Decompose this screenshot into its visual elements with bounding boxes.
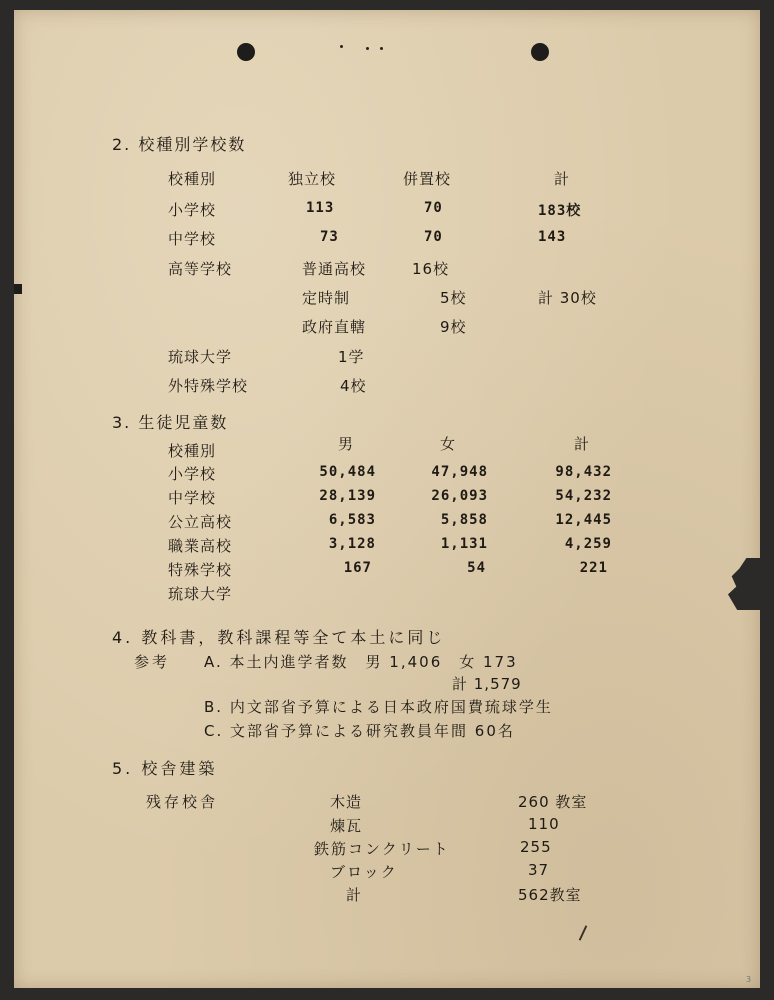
sec4-item-c: C. 文部省予算による研究教員年間 60名 xyxy=(204,722,515,740)
sec3-cell: 4,259 xyxy=(564,536,612,552)
sec5-label: 残存校舎 xyxy=(146,793,219,811)
sec2-cell: 4校 xyxy=(340,377,367,395)
ink-dot xyxy=(340,45,343,48)
sec3-cell: 221 xyxy=(579,560,608,576)
sec2-cell: 70 xyxy=(424,200,443,216)
sec2-row-label: 小学校 xyxy=(168,201,217,219)
sec5-total-value: 562教室 xyxy=(518,886,582,904)
sec5-row-label: ブロック xyxy=(330,863,398,881)
section4-title: 4. 教科書，教科課程等全て本土に同じ xyxy=(112,628,446,647)
sec3-header-female: 女 xyxy=(440,435,457,453)
sec2-cell: 73 xyxy=(320,229,339,245)
sec2-row-label: 外特殊学校 xyxy=(168,377,249,395)
sec2-header-type: 校種別 xyxy=(168,170,217,188)
sec2-sub-label: 普通高校 xyxy=(302,260,367,278)
sec3-cell: 1,131 xyxy=(440,536,488,552)
section3-title: 3. 生徒児童数 xyxy=(112,413,229,432)
ink-dot xyxy=(366,47,369,50)
sec5-row-label: 鉄筋コンクリート xyxy=(314,840,450,858)
sec5-row-value: 37 xyxy=(528,861,550,879)
sec4-item-a: A. 本土内進学者数 男 1,406 女 173 xyxy=(204,653,518,671)
punch-hole-left xyxy=(237,43,255,61)
sec5-row-label: 煉瓦 xyxy=(330,817,363,835)
edge-notch xyxy=(14,284,22,294)
sec2-header-total: 計 xyxy=(554,170,571,188)
sec3-cell: 47,948 xyxy=(431,464,488,480)
sec2-cell: 70 xyxy=(424,229,443,245)
sec2-header-independent: 独立校 xyxy=(288,170,337,188)
ink-dot xyxy=(380,47,383,50)
sec5-row-value: 255 xyxy=(520,838,552,856)
sec3-cell: 98,432 xyxy=(555,464,612,480)
sec2-sub-value: 9校 xyxy=(440,318,467,336)
sec3-cell: 3,128 xyxy=(328,536,376,552)
sec2-header-combined: 併置校 xyxy=(403,170,452,188)
sec3-row-label: 特殊学校 xyxy=(168,561,233,579)
sec3-cell: 26,093 xyxy=(431,488,488,504)
section2-title: 2. 校種別学校数 xyxy=(112,135,247,154)
sec3-cell: 12,445 xyxy=(555,512,612,528)
sec3-header-total: 計 xyxy=(574,435,591,453)
sec2-sub-value: 16校 xyxy=(412,260,450,278)
sec3-row-label: 琉球大学 xyxy=(168,585,233,603)
punch-hole-right xyxy=(531,43,549,61)
sec3-row-label: 職業高校 xyxy=(168,537,233,555)
sec3-cell: 50,484 xyxy=(319,464,376,480)
sec3-cell: 54 xyxy=(467,560,486,576)
section5-title: 5. 校舎建築 xyxy=(112,759,218,778)
page-number: 3 xyxy=(746,975,752,984)
sec5-row-value: 260 教室 xyxy=(518,793,588,811)
sec2-sub-label: 定時制 xyxy=(302,289,351,307)
sec2-row-label: 中学校 xyxy=(168,230,217,248)
sec3-cell: 167 xyxy=(343,560,372,576)
sec3-cell: 5,858 xyxy=(440,512,488,528)
sec2-row-label: 高等学校 xyxy=(168,260,233,278)
sec2-row-label: 琉球大学 xyxy=(168,348,233,366)
sec4-item-a-total: 計 1,579 xyxy=(452,675,522,693)
sec4-sanko-label: 参考 xyxy=(134,653,171,671)
sec3-cell: 54,232 xyxy=(555,488,612,504)
sec5-total-label: 計 xyxy=(346,886,363,904)
sec3-cell: 28,139 xyxy=(319,488,376,504)
sec5-row-value: 110 xyxy=(528,815,560,833)
sec3-header-type: 校種別 xyxy=(168,442,217,460)
sec5-row-label: 木造 xyxy=(330,793,363,811)
sec3-row-label: 中学校 xyxy=(168,489,217,507)
sec2-cell: 1学 xyxy=(338,348,365,366)
sec2-cell: 143 xyxy=(538,229,567,245)
sec2-koto-total: 計 30校 xyxy=(538,289,597,307)
sec3-row-label: 公立高校 xyxy=(168,513,233,531)
sec4-item-b: B. 内文部省予算による日本政府国費琉球学生 xyxy=(204,698,553,716)
sec2-cell: 113 xyxy=(306,200,335,216)
sec2-sub-label: 政府直轄 xyxy=(302,318,367,336)
sec2-cell: 183校 xyxy=(538,203,582,219)
sec3-row-label: 小学校 xyxy=(168,465,217,483)
sec2-sub-value: 5校 xyxy=(440,289,467,307)
sec3-cell: 6,583 xyxy=(328,512,376,528)
sec3-header-male: 男 xyxy=(338,435,355,453)
